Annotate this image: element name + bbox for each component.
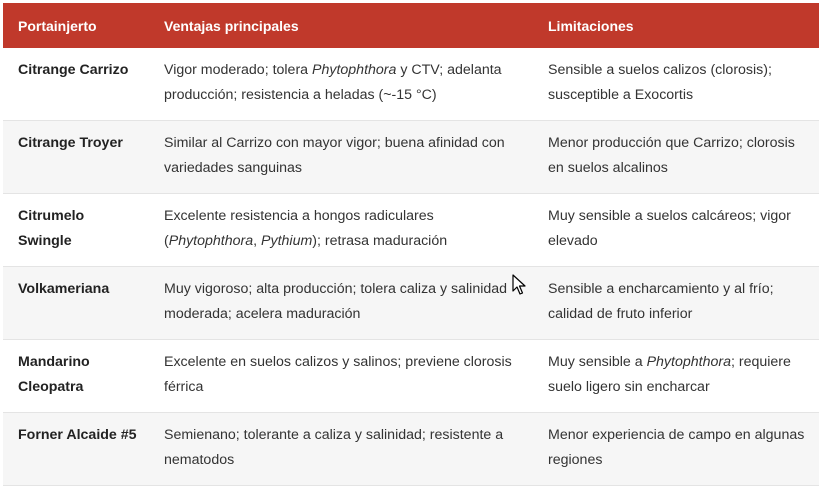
table-row [3, 121, 819, 194]
text-segment: Excelente resistencia a hongos radiculares ( [164, 208, 434, 249]
advantages-cell [149, 121, 533, 194]
text-segment: Sensible a suelos calizos (clorosis); susceptible a Exocortis [548, 62, 772, 103]
text-segment: Semienano; tolerante a caliza y salinidad; resistente a nematodos [164, 427, 504, 468]
advantages-cell [149, 48, 533, 121]
table-body [3, 48, 819, 486]
header-limitations: Limitaciones [548, 17, 634, 34]
rootstock-name: Citrange Carrizo [3, 48, 149, 121]
text-segment: Menor experiencia de campo en algunas regiones [548, 427, 805, 468]
mouse-pointer-icon [512, 274, 526, 296]
rootstock-name: Mandarino Cleopatra [3, 340, 149, 413]
text-segment: Excelente en suelos calizos y salinos; previene clorosis férrica [164, 354, 512, 395]
text-segment: Muy sensible a [548, 354, 647, 370]
italic-term: Phytophthora [646, 354, 731, 370]
text-segment: Similar al Carrizo con mayor vigor; buena afinidad con variedades sanguinas [164, 135, 505, 176]
italic-term: Phytophthora [312, 62, 397, 78]
limitations-cell [533, 194, 819, 267]
text-segment: Muy sensible a suelos calcáreos; vigor elevado [548, 208, 791, 249]
advantages-cell [149, 340, 533, 413]
header-row [3, 3, 819, 48]
table-row [3, 48, 819, 121]
rootstock-name: Forner Alcaide #5 [3, 413, 149, 486]
limitations-cell [533, 121, 819, 194]
rootstock-name: Citrumelo Swingle [3, 194, 149, 267]
italic-term: Pythium [261, 233, 313, 249]
limitations-cell [533, 413, 819, 486]
rootstock-table-container [3, 3, 819, 486]
text-segment: Sensible a encharcamiento y al frío; calidad de fruto inferior [548, 281, 774, 322]
table-row [3, 413, 819, 486]
header-advantages: Ventajas principales [164, 17, 299, 34]
advantages-cell [149, 413, 533, 486]
table-header [3, 3, 819, 48]
limitations-cell [533, 267, 819, 340]
advantages-cell [149, 267, 533, 340]
advantages-cell [149, 194, 533, 267]
table-row [3, 267, 819, 340]
limitations-cell [533, 340, 819, 413]
limitations-cell [533, 48, 819, 121]
text-segment: Vigor moderado; tolera [164, 62, 313, 78]
text-segment: ); retrasa maduración [312, 233, 448, 249]
text-segment: Muy vigoroso; alta producción; tolera caliza y salinidad moderada; acelera maduración [164, 281, 508, 322]
text-segment: Menor producción que Carrizo; clorosis en suelos alcalinos [548, 135, 795, 176]
table-row [3, 194, 819, 267]
text-segment: , [253, 233, 262, 249]
table-row [3, 340, 819, 413]
header-rootstock: Portainjerto [18, 17, 97, 34]
text-segment: y CTV; adelanta producción; resistencia a heladas (~-15 °C) [164, 62, 502, 103]
italic-term: Phytophthora [168, 233, 254, 249]
rootstock-comparison-table [3, 3, 819, 486]
text-segment: ; requiere suelo ligero sin encharcar [548, 354, 791, 395]
rootstock-name: Volkameriana [3, 267, 149, 340]
rootstock-name: Citrange Troyer [3, 121, 149, 194]
